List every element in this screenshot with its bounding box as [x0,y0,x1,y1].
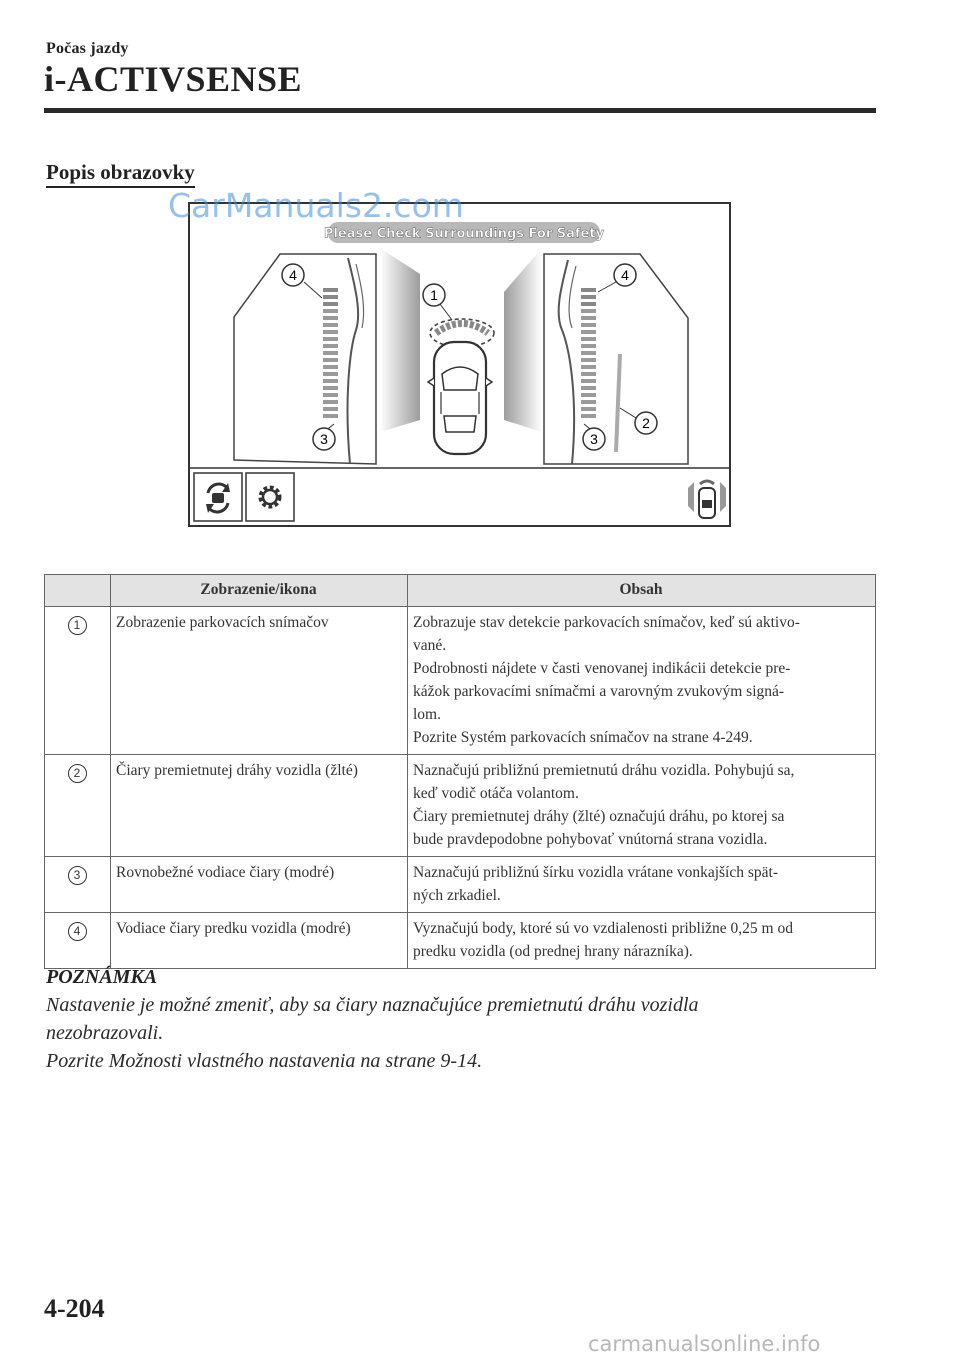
guide-bar [581,386,596,390]
content-line: Podrobnosti nájdete v časti venovanej indikácii detekcie pre- [413,660,791,677]
guide-bar [323,302,338,306]
row-item: Zobrazenie parkovacích snímačov [111,607,408,755]
content-line: Pozrite Systém parkovacích snímačov na strane 4-249. [413,729,753,746]
guide-bar [323,365,338,369]
guide-bar [581,400,596,404]
table-header-row [45,575,876,607]
guide-bar [323,393,338,397]
note-line: Pozrite Možnosti vlastného nastavenia na strane 9-14. [46,1050,483,1072]
header-item: Zobrazenie/ikona [111,575,408,607]
row-number-cell [45,755,111,857]
note-heading: POZNÁMKA [46,966,158,988]
guide-bar [323,316,338,320]
row-number-cell [45,607,111,755]
guide-bar [581,330,596,334]
row-number: 3 [68,866,87,885]
row-number-cell [45,857,111,913]
guide-bar [581,379,596,383]
guide-bar [581,323,596,327]
table-row [45,755,876,857]
row-number-cell [45,913,111,969]
guide-bar [581,351,596,355]
guide-bar [323,400,338,404]
row-number: 2 [68,764,87,783]
svg-text:4: 4 [621,267,629,283]
watermark-bottom: carmanualsonline.info [588,1332,821,1356]
watermark-top: CarManuals2.com [168,186,464,225]
content-line: Naznačujú približnú šírku vozidla vrátane vonkajších spät- [413,864,778,881]
content-line: Zobrazuje stav detekcie parkovacích snímačov, keď sú aktivo- [413,614,800,631]
row-content [408,755,876,857]
guide-bar [581,316,596,320]
table-row [45,913,876,969]
guide-bar [323,351,338,355]
guide-bar [323,295,338,299]
gear-icon[interactable] [246,473,294,521]
content-line: keď vodič otáča volantom. [413,785,579,802]
row-number: 1 [68,616,87,635]
svg-text:3: 3 [320,431,328,447]
safety-banner [324,222,605,243]
guide-bar [323,330,338,334]
row-number: 4 [68,922,87,941]
section-kicker: Počas jazdy [46,40,129,57]
row-content [408,913,876,969]
content-line: bude pravdepodobne pohybovať vnútorná strana vozidla. [413,831,768,848]
guide-bar [323,407,338,411]
page-number: 4-204 [44,1294,105,1323]
guide-bar [581,337,596,341]
content-line: vané. [413,637,447,654]
screen-illustration [188,202,731,527]
guide-bar [581,393,596,397]
header-rule [44,108,876,113]
guide-bar [581,344,596,348]
guide-bar [581,295,596,299]
guide-bar [323,386,338,390]
content-line: predku vozidla (od prednej hrany nárazníka). [413,943,693,960]
header-num [45,575,111,607]
content-line: Čiary premietnutej dráhy (žlté) označujú dráhu, po ktorej sa [413,808,785,825]
section-title: i-ACTIVSENSE [44,59,303,99]
guide-bar [581,288,596,292]
note-line: nezobrazovali. [46,1022,164,1044]
table-row [45,857,876,913]
row-content [408,857,876,913]
svg-text:Please Check Surroundings For: Please Check Surroundings For Safety [323,226,605,242]
guide-bar [323,344,338,348]
content-line: lom. [413,706,441,723]
content-line: kážok parkovacími snímačmi a varovným zvukovým signá- [413,683,785,700]
guide-bar [581,372,596,376]
guide-bar [581,407,596,411]
car-top-icon [428,342,492,454]
note-line: Nastavenie je možné zmeniť, aby sa čiary naznačujúce premietnutú dráhu vozidla [46,994,699,1016]
view-switch-icon[interactable] [194,473,242,521]
svg-text:3: 3 [590,431,598,447]
row-content [408,607,876,755]
content-line: Vyznačujú body, ktoré sú vo vzdialenosti približne 0,25 m od [413,920,793,937]
guide-bar [581,309,596,313]
guide-bar [323,288,338,292]
guide-bar [323,372,338,376]
guide-bar [581,358,596,362]
guide-bar [581,365,596,369]
screen-figure [188,202,731,527]
guide-bar [323,323,338,327]
subsection-title: Popis obrazovky [46,160,195,188]
guide-bar [323,414,338,418]
row-item: Vodiace čiary predku vozidla (modré) [111,913,408,969]
svg-text:1: 1 [430,287,438,303]
guide-bar [323,379,338,383]
content-line: Naznačujú približnú premietnutú dráhu vozidla. Pohybujú sa, [413,762,795,779]
header-content: Obsah [408,575,876,607]
guide-bar [323,337,338,341]
table-row [45,607,876,755]
svg-text:2: 2 [642,415,650,431]
row-item: Čiary premietnutej dráhy vozidla (žlté) [111,755,408,857]
guide-bar [581,302,596,306]
row-item: Rovnobežné vodiace čiary (modré) [111,857,408,913]
guide-bar [581,414,596,418]
guide-bar [323,358,338,362]
info-table [44,574,876,969]
guide-bar [323,309,338,313]
svg-text:4: 4 [289,267,297,283]
content-line: ných zrkadiel. [413,887,501,904]
